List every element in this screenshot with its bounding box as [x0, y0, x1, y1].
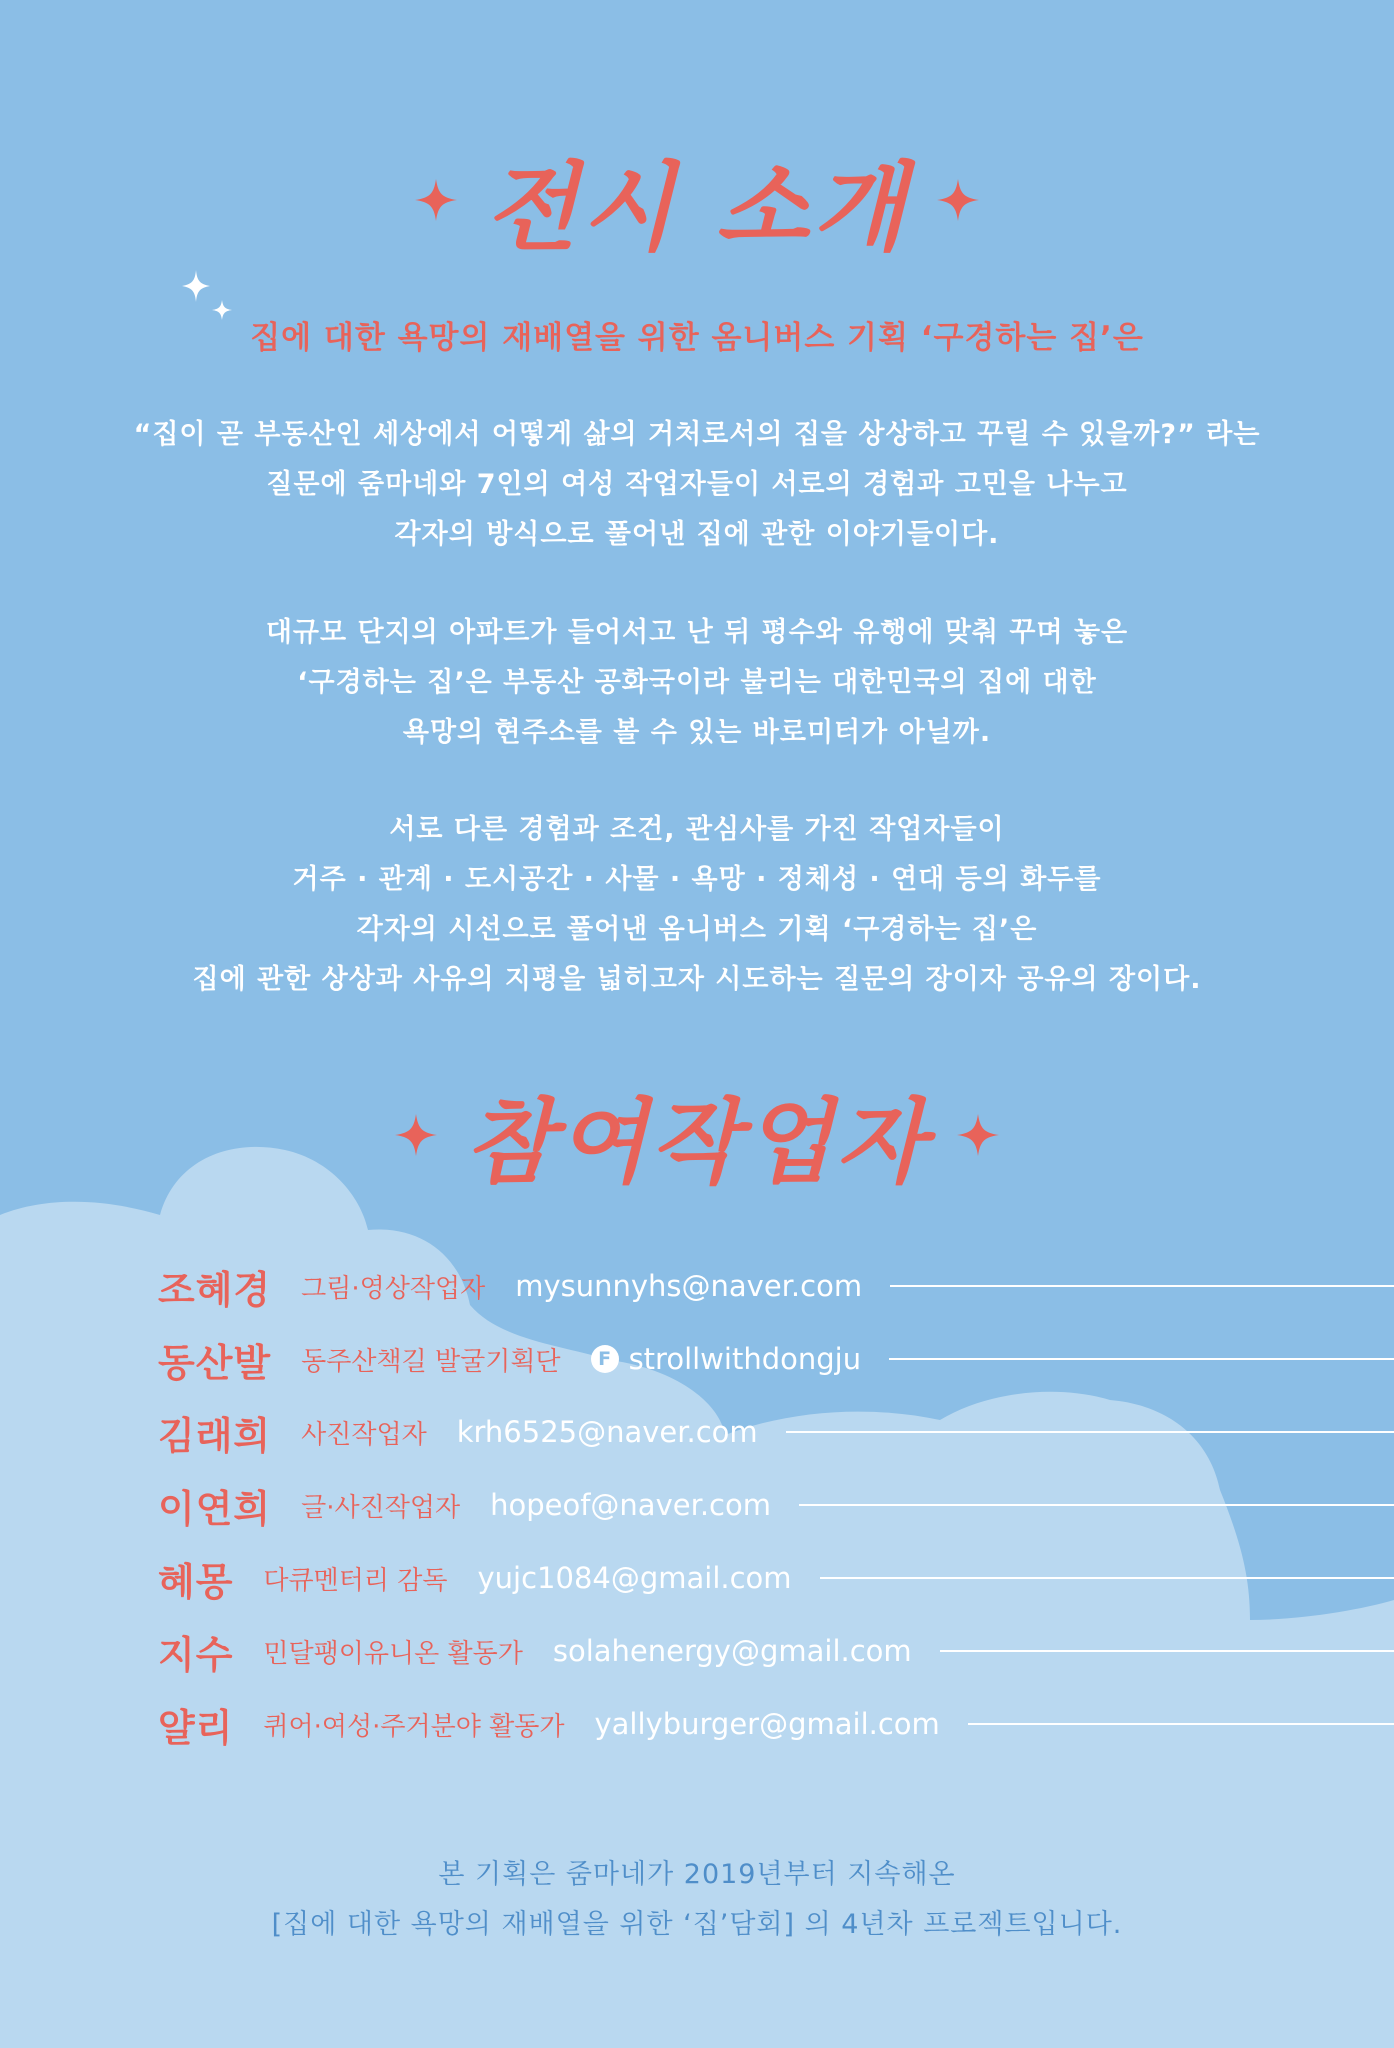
artists-title-row: [0, 1075, 1394, 1195]
artist-name: 김래희: [158, 1412, 272, 1458]
artist-name: 조혜경: [158, 1266, 272, 1312]
artist-row: [0, 1475, 1394, 1535]
star-icon: [415, 179, 457, 221]
artist-email[interactable]: [595, 1707, 940, 1741]
star-icon: [957, 1114, 999, 1156]
footer-note: [0, 1850, 1394, 1950]
artist-role: 그림·영상작업자: [301, 1273, 486, 1304]
artist-row: [0, 1694, 1394, 1754]
contact-text[interactable]: solahenergy@gmail.com: [552, 1634, 912, 1668]
artist-name: 이연희: [158, 1485, 272, 1531]
paragraph-line: 각자의 시선으로 풀어낸 옴니버스 기획 ‘구경하는 집’은: [356, 914, 1038, 945]
artist-role: 동주산책길 발굴기획단: [301, 1346, 561, 1377]
intro-title: 전시 소개: [484, 150, 910, 264]
artist-email[interactable]: [515, 1269, 862, 1303]
paragraph-line: 각자의 방식으로 풀어낸 집에 관한 이야기들이다.: [394, 519, 1000, 550]
paragraph-line: “집이 곧 부동산인 세상에서 어떻게 삶의 거처로서의 집을 상상하고 꾸릴 수 있을까?” 라는: [133, 419, 1261, 450]
paragraph-line: ‘구경하는 집’은 부동산 공화국이라 불리는 대한민국의 집에 대한: [297, 667, 1097, 698]
artist-facebook[interactable]: [591, 1342, 862, 1376]
artist-role: 퀴어·여성·주거분야 활동가: [263, 1711, 565, 1742]
artist-row: [0, 1256, 1394, 1316]
artist-name: 지수: [158, 1631, 234, 1677]
artist-email[interactable]: [490, 1488, 771, 1522]
artist-role: 민달팽이유니온 활동가: [263, 1638, 523, 1669]
artist-name: 혜몽: [158, 1558, 234, 1604]
artist-row: [0, 1548, 1394, 1608]
paragraph-line: 거주 · 관계 · 도시공간 · 사물 · 욕망 · 정체성 · 연대 등의 화두를: [292, 864, 1102, 895]
contact-text[interactable]: yujc1084@gmail.com: [477, 1561, 792, 1595]
artist-row: [0, 1621, 1394, 1681]
divider-line: [799, 1504, 1394, 1506]
contact-text[interactable]: yallyburger@gmail.com: [594, 1707, 940, 1741]
divider-line: [968, 1723, 1394, 1725]
artist-email[interactable]: [478, 1561, 792, 1595]
paragraph-line: 서로 다른 경험과 조건, 관심사를 가진 작업자들이: [389, 814, 1005, 845]
footer-line: [집에 대한 욕망의 재배열을 위한 ‘집’담회] 의 4년차 프로젝트입니다.: [271, 1909, 1123, 1940]
artists-title: 참여작업자: [464, 1088, 930, 1196]
artist-role: 글·사진작업자: [301, 1492, 461, 1523]
divider-line: [786, 1431, 1394, 1433]
artist-row: [0, 1402, 1394, 1462]
artist-name: 동산발: [158, 1339, 272, 1385]
artist-row: [0, 1329, 1394, 1389]
intro-paragraph: [0, 410, 1394, 560]
intro-paragraph: [0, 608, 1394, 758]
divider-line: [889, 1358, 1394, 1360]
artist-role: 다큐멘터리 감독: [263, 1565, 448, 1596]
paragraph-line: 욕망의 현주소를 볼 수 있는 바로미터가 아닐까.: [402, 717, 992, 748]
paragraph-line: 질문에 줌마네와 7인의 여성 작업자들이 서로의 경험과 고민을 나누고: [266, 469, 1128, 500]
footer-line: 본 기획은 줌마네가 2019년부터 지속해온: [438, 1859, 956, 1890]
star-icon: [937, 179, 979, 221]
contact-text[interactable]: strollwithdongju: [628, 1342, 862, 1376]
paragraph-line: 집에 관한 상상과 사유의 지평을 넓히고자 시도하는 질문의 장이자 공유의 장이다.: [192, 964, 1202, 995]
divider-line: [940, 1650, 1394, 1652]
intro-paragraph: [0, 805, 1394, 1005]
artist-email[interactable]: [457, 1415, 758, 1449]
contact-text[interactable]: hopeof@naver.com: [490, 1488, 771, 1522]
facebook-icon: F: [591, 1345, 619, 1373]
paragraph-line: 대규모 단지의 아파트가 들어서고 난 뒤 평수와 유행에 맞춰 꾸며 놓은: [265, 617, 1129, 648]
divider-line: [820, 1577, 1394, 1579]
contact-text[interactable]: mysunnyhs@naver.com: [515, 1269, 863, 1303]
artist-name: 얄리: [158, 1704, 234, 1750]
artist-email[interactable]: [553, 1634, 912, 1668]
artist-role: 사진작업자: [301, 1419, 427, 1450]
divider-line: [890, 1285, 1394, 1287]
star-icon: [395, 1114, 437, 1156]
contact-text[interactable]: krh6525@naver.com: [456, 1415, 758, 1449]
intro-title-row: [0, 140, 1394, 264]
intro-subtitle: 집에 대한 욕망의 재배열을 위한 옴니버스 기획 ‘구경하는 집’은: [250, 320, 1144, 356]
